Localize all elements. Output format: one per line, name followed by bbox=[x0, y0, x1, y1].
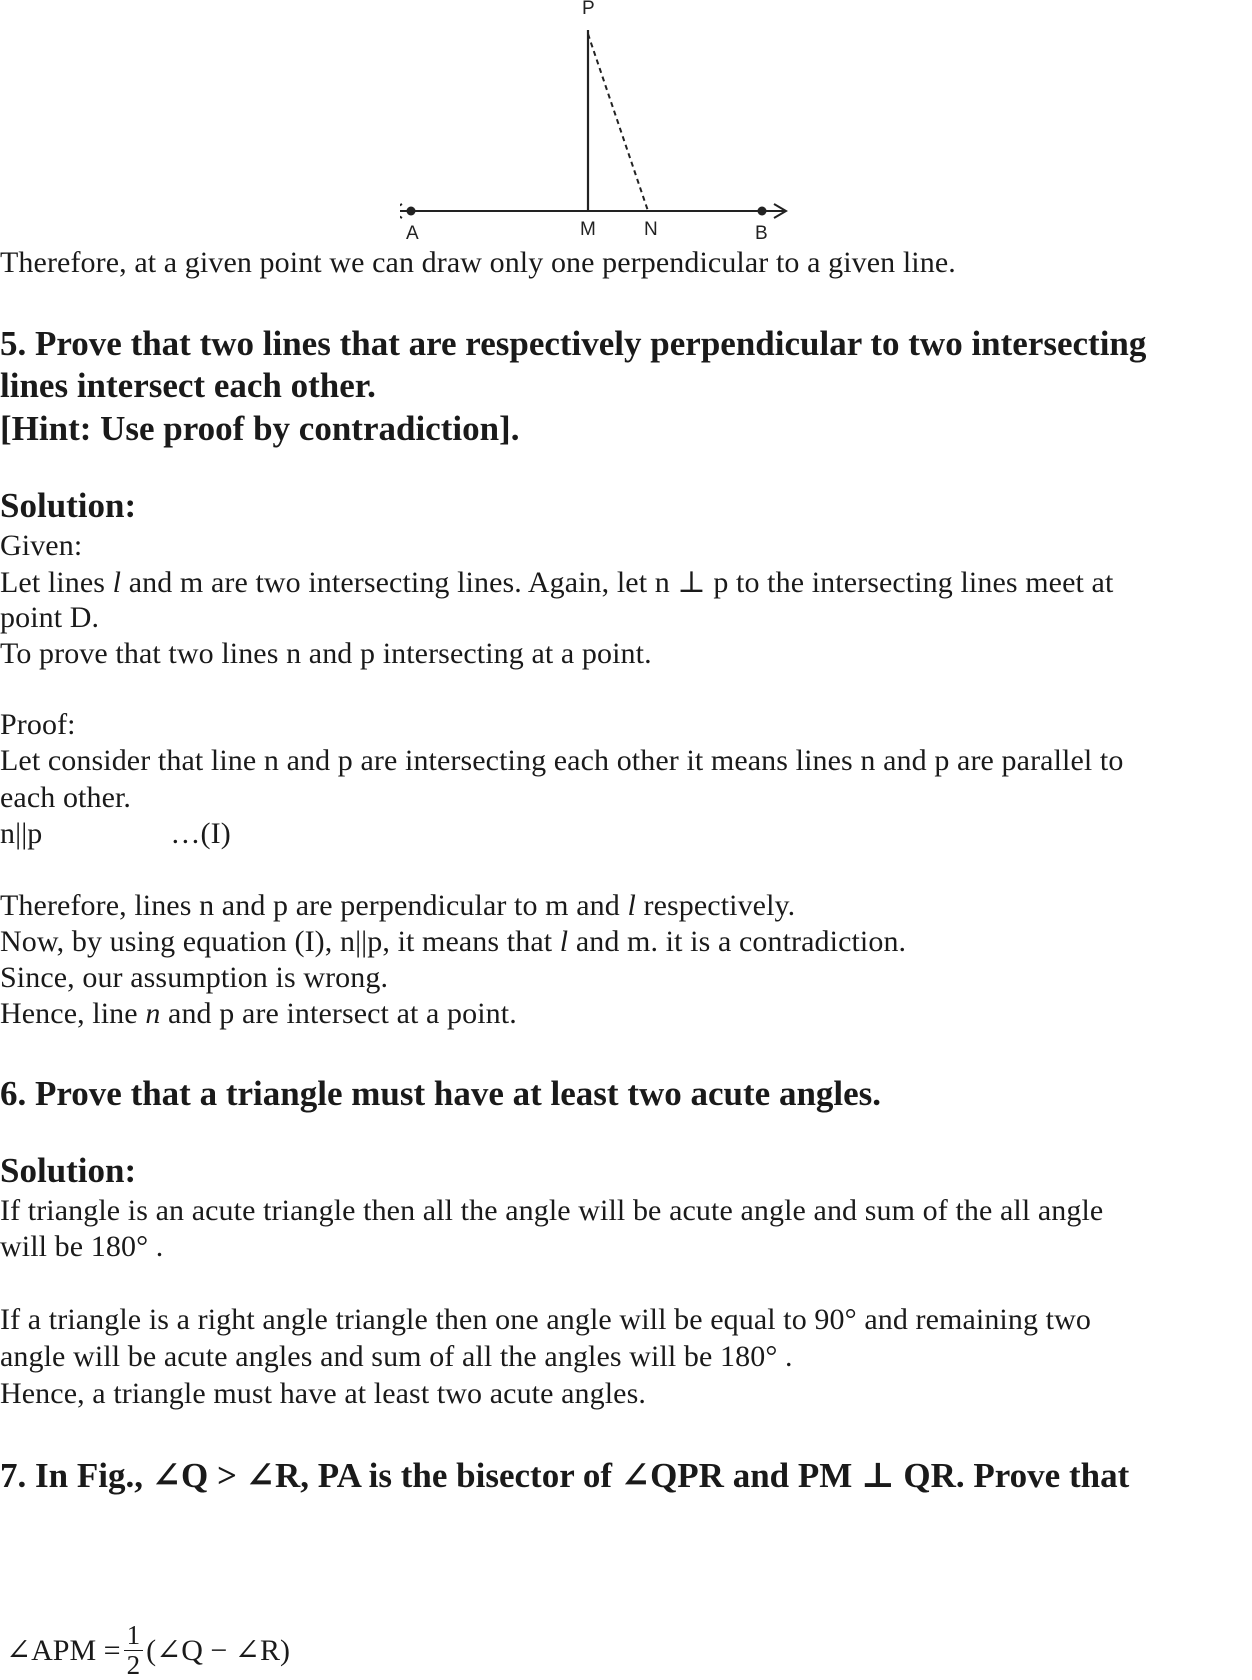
given-line-1: Let lines l and m are two intersecting lines. Again, let n ⊥ p to the intersecting lines meet at bbox=[0, 566, 1114, 599]
to-prove: To prove that two lines n and p intersecting at a point. bbox=[0, 637, 652, 670]
solution-heading: Solution: bbox=[0, 486, 137, 525]
proof-line-5: Since, our assumption is wrong. bbox=[0, 961, 389, 994]
label-p: P bbox=[582, 0, 595, 19]
question-6: 6. Prove that a triangle must have at least two acute angles. bbox=[0, 1074, 882, 1113]
fraction-half: $\frac{1}{2}$ bbox=[124, 1622, 144, 1679]
point-b bbox=[758, 207, 767, 216]
point-a bbox=[407, 207, 416, 216]
right-line-1: If a triangle is a right angle triangle then one angle will be equal to 90° and remaining two bbox=[0, 1303, 1091, 1336]
proof-line-2: each other. bbox=[0, 781, 132, 814]
perpendicular-figure bbox=[400, 0, 860, 262]
equation-1: n||p …(I) bbox=[0, 817, 231, 850]
given-label: Given: bbox=[0, 529, 83, 562]
label-b: B bbox=[755, 223, 768, 244]
hence-line: Hence, a triangle must have at least two acute angles. bbox=[0, 1377, 646, 1410]
right-line-2: angle will be acute angles and sum of all the angles will be 180° . bbox=[0, 1340, 793, 1373]
text-conclusion: Therefore, at a given point we can draw only one perpendicular to a given line. bbox=[0, 246, 956, 279]
segment-pn-dashed bbox=[588, 34, 648, 211]
formula-lhs: ∠APM = bbox=[6, 1634, 121, 1667]
label-m: M bbox=[580, 219, 596, 240]
proof-line-1: Let consider that line n and p are intersecting each other it means lines n and p are parallel to bbox=[0, 744, 1124, 777]
given-line-2: point D. bbox=[0, 601, 100, 634]
solution-heading-2: Solution: bbox=[0, 1151, 137, 1190]
label-n: N bbox=[644, 219, 658, 240]
acute-line-2: will be 180° . bbox=[0, 1230, 164, 1263]
question-5-line1: 5. Prove that two lines that are respectively perpendicular to two intersecting bbox=[0, 324, 1147, 363]
proof-line-3: Therefore, lines n and p are perpendicular to m and l respectively. bbox=[0, 889, 796, 922]
formula-rhs: (∠Q − ∠R) bbox=[146, 1634, 290, 1667]
proof-line-4: Now, by using equation (I), n||p, it means that l and m. it is a contradiction. bbox=[0, 925, 907, 958]
proof-label: Proof: bbox=[0, 708, 76, 741]
acute-line-1: If triangle is an acute triangle then all the angle will be acute angle and sum of the all angle bbox=[0, 1194, 1104, 1227]
question-5-line2: lines intersect each other. bbox=[0, 366, 376, 405]
formula-apm bbox=[6, 1622, 290, 1679]
question-7: 7. In Fig., ∠Q > ∠R, PA is the bisector of ∠QPR and PM ⊥ QR. Prove that bbox=[0, 1456, 1130, 1495]
question-5-hint: [Hint: Use proof by contradiction]. bbox=[0, 409, 520, 448]
label-a: A bbox=[406, 223, 419, 244]
proof-conclusion: Hence, line n and p are intersect at a point. bbox=[0, 997, 517, 1030]
